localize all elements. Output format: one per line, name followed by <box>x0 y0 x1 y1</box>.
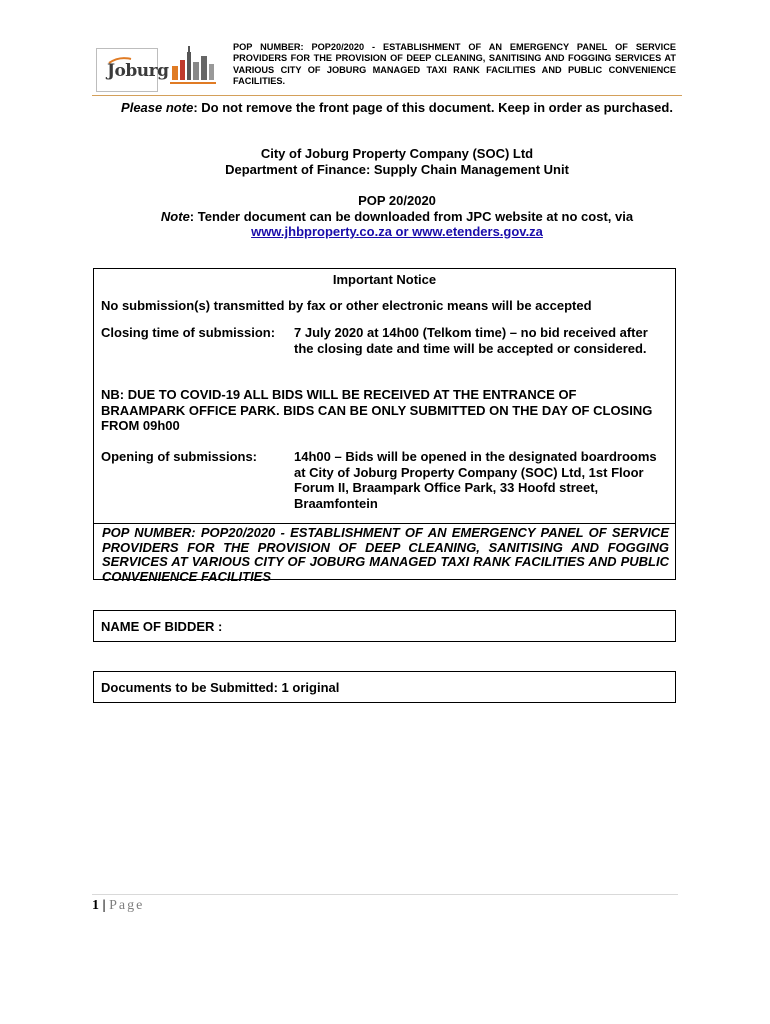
page-header <box>92 38 682 96</box>
opening-value: 14h00 – Bids will be opened in the designated boardrooms at City of Joburg Property Company (SOC) Ltd, 1st Floor Forum II, Braampark Office Park, 33 Hoofd street, Braamfontein <box>294 449 657 511</box>
please-note-text: : Do not remove the front page of this document. Keep in order as purchased. <box>193 100 673 115</box>
department-name: Department of Finance: Supply Chain Management Unit <box>225 162 569 177</box>
page-footer <box>92 898 144 914</box>
closing-value: 7 July 2020 at 14h00 (Telkom time) – no bid received after the closing date and time will be accepted or considered. <box>294 325 648 356</box>
page-number: 1 <box>92 898 99 913</box>
no-fax-notice: No submission(s) transmitted by fax or other electronic means will be accepted <box>101 298 592 313</box>
note-label: Note <box>160 209 190 224</box>
please-note <box>92 100 702 116</box>
website-links[interactable]: www.jhbproperty.co.za or www.etenders.gov.za <box>251 224 543 239</box>
documents-label: Documents to be Submitted: 1 original <box>101 680 340 695</box>
important-notice-box <box>93 268 676 585</box>
please-note-label: Please note <box>121 100 194 115</box>
download-links[interactable] <box>92 224 702 240</box>
footer-divider <box>92 894 678 895</box>
download-note <box>92 209 702 225</box>
covid-notice: NB: DUE TO COVID-19 ALL BIDS WILL BE RECEIVED AT THE ENTRANCE OF BRAAMPARK OFFICE PARK. BIDS CAN BE ONLY SUBMITTED ON THE DAY OF CLOSING FROM 09h00 <box>101 387 653 433</box>
header-title: POP NUMBER: POP20/2020 - ESTABLISHMENT OF AN EMERGENCY PANEL OF SERVICE PROVIDERS FOR THE PROVISION OF DEEP CLEANING, SANITISING AND FOGGING SERVICES AT VARIOUS CITY OF JOBURG MANAGED TAXI RANK FACILITIES AND PUBLIC CONVENIENCE FACILITIES. <box>233 42 676 86</box>
notice-title: Important Notice <box>332 272 437 287</box>
page-separator: | <box>102 898 106 913</box>
closing-label: Closing time of submission: <box>101 325 276 340</box>
jpc-logo <box>170 44 216 90</box>
bidder-name-box <box>93 610 676 642</box>
pop-title: POP NUMBER: POP20/2020 - ESTABLISHMENT OF AN EMERGENCY PANEL OF SERVICE PROVIDERS FOR THE PROVISION OF DEEP CLEANING, SANITISING AND FOGGING SERVICES AT VARIOUS CITY OF JOBURG MANAGED TAXI RANK FACILITIES AND PUBLIC CONVENIENCE FACILITIES <box>102 525 669 585</box>
note-text: : Tender document can be downloaded from JPC website at no cost, via <box>189 209 634 224</box>
pop-title-box <box>94 523 675 585</box>
documents-box <box>93 671 676 703</box>
joburg-logo-text: Joburg <box>107 61 169 81</box>
page-word: Page <box>109 898 145 913</box>
opening-label: Opening of submissions: <box>101 449 258 464</box>
header-divider <box>92 95 682 96</box>
bidder-name-label: NAME OF BIDDER : <box>101 619 223 634</box>
company-name: City of Joburg Property Company (SOC) Ltd <box>260 146 534 161</box>
logos <box>92 42 220 92</box>
pop-reference: POP 20/2020 <box>358 193 436 208</box>
joburg-logo <box>96 48 169 92</box>
